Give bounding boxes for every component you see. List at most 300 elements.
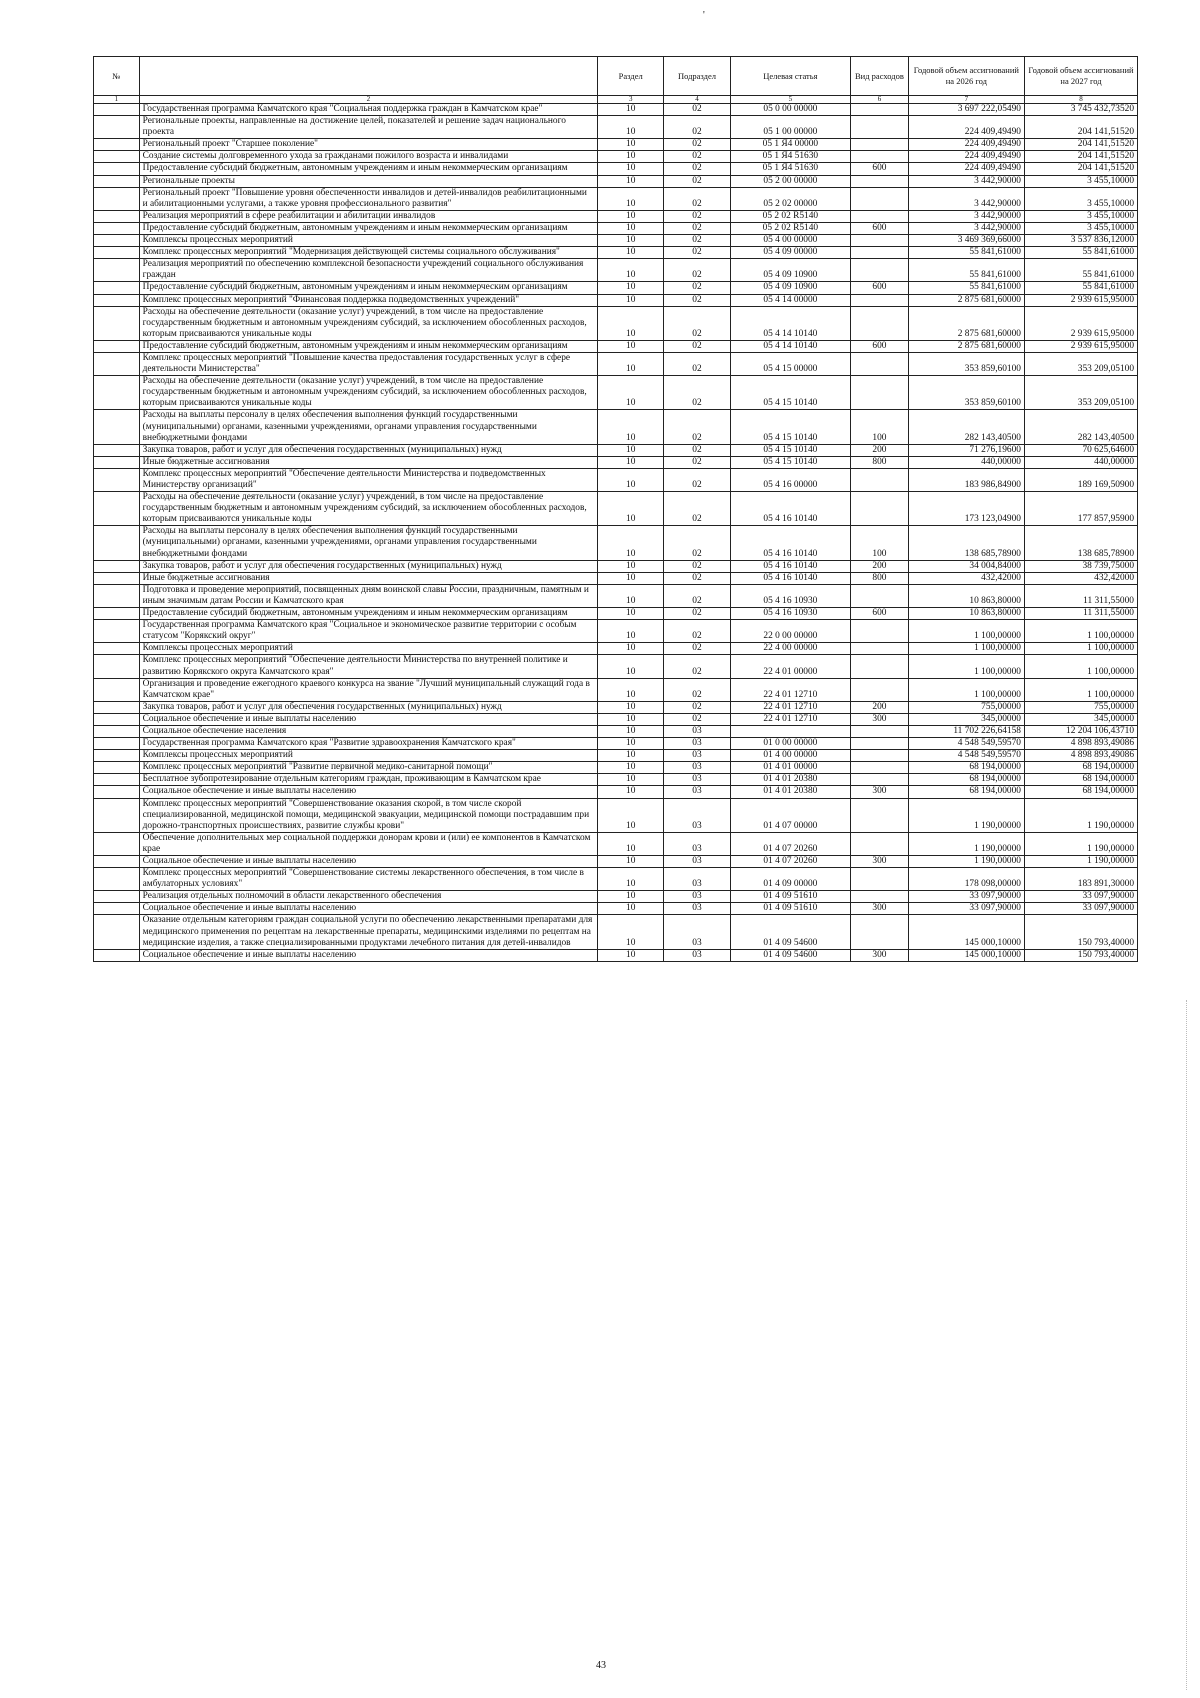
cell-2027: 138 685,78900 bbox=[1024, 526, 1137, 560]
cell-name: Предоставление субсидий бюджетным, автономным учреждениям и иным некоммерческим организациям bbox=[139, 163, 597, 175]
cell-podrazdel: 02 bbox=[664, 608, 730, 620]
cell-no bbox=[94, 526, 140, 560]
cell-expense-type bbox=[851, 175, 909, 187]
cell-expense-type bbox=[851, 798, 909, 832]
cell-2026: 3 442,90000 bbox=[908, 222, 1024, 234]
table-row bbox=[94, 526, 1138, 560]
cell-no bbox=[94, 259, 140, 282]
cell-no bbox=[94, 376, 140, 410]
scan-mark: ' bbox=[703, 10, 705, 21]
cell-expense-type bbox=[851, 306, 909, 340]
cell-name: Расходы на выплаты персоналу в целях обеспечения выполнения функций государственными (муниципальными) органами, казенными учреждениями, органами управления государственными внебюджетными фондами bbox=[139, 410, 597, 444]
cell-razdel: 10 bbox=[598, 572, 664, 584]
cell-razdel: 10 bbox=[598, 832, 664, 855]
cell-podrazdel: 03 bbox=[664, 738, 730, 750]
cell-name: Комплексы процессных мероприятий bbox=[139, 750, 597, 762]
cell-no bbox=[94, 655, 140, 678]
cell-expense-type: 100 bbox=[851, 410, 909, 444]
cell-podrazdel: 03 bbox=[664, 891, 730, 903]
cell-target-article: 05 1 00 00000 bbox=[730, 116, 851, 139]
table-row bbox=[94, 713, 1138, 725]
cell-podrazdel: 03 bbox=[664, 798, 730, 832]
cell-no bbox=[94, 572, 140, 584]
cell-2026: 183 986,84900 bbox=[908, 468, 1024, 491]
table-row bbox=[94, 725, 1138, 737]
budget-table bbox=[93, 56, 1138, 962]
cell-razdel: 10 bbox=[598, 903, 664, 915]
table-row bbox=[94, 903, 1138, 915]
cell-no bbox=[94, 210, 140, 222]
cell-target-article: 05 4 14 10140 bbox=[730, 306, 851, 340]
cell-razdel: 10 bbox=[598, 856, 664, 868]
table-row bbox=[94, 163, 1138, 175]
cell-2027: 11 311,55000 bbox=[1024, 608, 1137, 620]
cell-name: Государственная программа Камчатского края "Развитие здравоохранения Камчатского края" bbox=[139, 738, 597, 750]
cell-expense-type: 600 bbox=[851, 608, 909, 620]
cell-name: Расходы на обеспечение деятельности (оказание услуг) учреждений, в том числе на предоставление государственным бюджетным и автономным учреждениям субсидий, за исключением обособленных расходов, которым присваиваются уникальные коды bbox=[139, 306, 597, 340]
cell-name: Реализация отдельных полномочий в области лекарственного обеспечения bbox=[139, 891, 597, 903]
cell-no bbox=[94, 456, 140, 468]
cell-name: Закупка товаров, работ и услуг для обеспечения государственных (муниципальных) нужд bbox=[139, 560, 597, 572]
cell-name: Региональный проект "Повышение уровня обеспеченности инвалидов и детей-инвалидов реабилитационными и абилитационными услугами, а также уровня профессионального развития" bbox=[139, 187, 597, 210]
table-row bbox=[94, 620, 1138, 643]
cell-2027: 1 100,00000 bbox=[1024, 643, 1137, 655]
cell-target-article: 22 4 01 12710 bbox=[730, 713, 851, 725]
cell-expense-type bbox=[851, 762, 909, 774]
table-row bbox=[94, 608, 1138, 620]
cell-expense-type bbox=[851, 891, 909, 903]
cell-no bbox=[94, 798, 140, 832]
cell-expense-type bbox=[851, 468, 909, 491]
table-row bbox=[94, 949, 1138, 961]
cell-razdel: 10 bbox=[598, 116, 664, 139]
cell-name: Бесплатное зубопротезирование отдельным категориям граждан, проживающим в Камчатском крае bbox=[139, 774, 597, 786]
cell-podrazdel: 02 bbox=[664, 526, 730, 560]
cell-no bbox=[94, 786, 140, 798]
cell-podrazdel: 02 bbox=[664, 492, 730, 526]
cell-2027: 3 745 432,73520 bbox=[1024, 104, 1137, 116]
cell-2027: 2 939 615,95000 bbox=[1024, 294, 1137, 306]
cell-podrazdel: 02 bbox=[664, 352, 730, 375]
table-row bbox=[94, 738, 1138, 750]
cell-podrazdel: 02 bbox=[664, 340, 730, 352]
table-row bbox=[94, 915, 1138, 949]
cell-target-article: 01 4 07 20260 bbox=[730, 832, 851, 855]
cell-expense-type bbox=[851, 725, 909, 737]
cell-expense-type bbox=[851, 774, 909, 786]
cell-podrazdel: 02 bbox=[664, 175, 730, 187]
cell-podrazdel: 03 bbox=[664, 786, 730, 798]
cell-target-article: 01 4 00 00000 bbox=[730, 750, 851, 762]
cell-podrazdel: 03 bbox=[664, 856, 730, 868]
cell-razdel: 10 bbox=[598, 376, 664, 410]
cell-razdel: 10 bbox=[598, 175, 664, 187]
cell-2027: 183 891,30000 bbox=[1024, 868, 1137, 891]
cell-name: Обеспечение дополнительных мер социальной поддержки донорам крови и (или) ее компонентов в Камчатском крае bbox=[139, 832, 597, 855]
cell-target-article: 05 2 02 00000 bbox=[730, 187, 851, 210]
cell-expense-type: 300 bbox=[851, 713, 909, 725]
cell-name: Иные бюджетные ассигнования bbox=[139, 572, 597, 584]
cell-razdel: 10 bbox=[598, 340, 664, 352]
cell-razdel: 10 bbox=[598, 620, 664, 643]
cell-target-article: 05 4 15 10140 bbox=[730, 456, 851, 468]
cell-razdel: 10 bbox=[598, 725, 664, 737]
cell-podrazdel: 02 bbox=[664, 163, 730, 175]
cell-no bbox=[94, 584, 140, 607]
cell-expense-type bbox=[851, 643, 909, 655]
table-row bbox=[94, 560, 1138, 572]
cell-name: Предоставление субсидий бюджетным, автономным учреждениям и иным некоммерческим организациям bbox=[139, 222, 597, 234]
cell-razdel: 10 bbox=[598, 608, 664, 620]
cell-razdel: 10 bbox=[598, 891, 664, 903]
cell-expense-type bbox=[851, 352, 909, 375]
cell-2026: 3 469 369,66000 bbox=[908, 235, 1024, 247]
cell-2027: 1 190,00000 bbox=[1024, 856, 1137, 868]
cell-no bbox=[94, 294, 140, 306]
cell-name: Расходы на выплаты персоналу в целях обеспечения выполнения функций государственными (муниципальными) органами, казенными учреждениями, органами управления государственными внебюджетными фондами bbox=[139, 526, 597, 560]
cell-2026: 353 859,60100 bbox=[908, 376, 1024, 410]
cell-2027: 1 100,00000 bbox=[1024, 678, 1137, 701]
table-row bbox=[94, 572, 1138, 584]
table-row bbox=[94, 798, 1138, 832]
cell-target-article: 01 4 09 51610 bbox=[730, 903, 851, 915]
cell-target-article: 05 1 Я4 51630 bbox=[730, 151, 851, 163]
cell-name: Оказание отдельным категориям граждан социальной услуги по обеспечению лекарственными препаратами для медицинского применения по рецептам на лекарственные препараты, медицинскими изделиями по рецептам на медицинские изделия, а также специализированными продуктами лечебного питания для детей-инвалидов bbox=[139, 915, 597, 949]
cell-podrazdel: 02 bbox=[664, 643, 730, 655]
cell-podrazdel: 03 bbox=[664, 725, 730, 737]
cell-no bbox=[94, 247, 140, 259]
cell-2027: 38 739,75000 bbox=[1024, 560, 1137, 572]
table-row bbox=[94, 786, 1138, 798]
cell-2026: 224 409,49490 bbox=[908, 139, 1024, 151]
cell-expense-type: 200 bbox=[851, 560, 909, 572]
cell-2026: 1 190,00000 bbox=[908, 832, 1024, 855]
col-number: 7 bbox=[908, 96, 1024, 104]
cell-target-article: 01 4 01 20380 bbox=[730, 786, 851, 798]
cell-name: Предоставление субсидий бюджетным, автономным учреждениям и иным некоммерческим организациям bbox=[139, 340, 597, 352]
cell-razdel: 10 bbox=[598, 410, 664, 444]
cell-expense-type bbox=[851, 678, 909, 701]
cell-expense-type: 300 bbox=[851, 856, 909, 868]
cell-2027: 345,00000 bbox=[1024, 713, 1137, 725]
cell-2026: 1 100,00000 bbox=[908, 643, 1024, 655]
cell-expense-type: 200 bbox=[851, 701, 909, 713]
cell-target-article: 05 2 00 00000 bbox=[730, 175, 851, 187]
cell-target-article: 01 4 07 00000 bbox=[730, 798, 851, 832]
cell-no bbox=[94, 774, 140, 786]
cell-target-article: 22 4 01 12710 bbox=[730, 701, 851, 713]
cell-2027: 353 209,05100 bbox=[1024, 352, 1137, 375]
cell-razdel: 10 bbox=[598, 560, 664, 572]
cell-no bbox=[94, 163, 140, 175]
col-no: № bbox=[94, 57, 140, 96]
cell-podrazdel: 03 bbox=[664, 903, 730, 915]
cell-target-article: 05 4 00 00000 bbox=[730, 235, 851, 247]
cell-2026: 68 194,00000 bbox=[908, 762, 1024, 774]
table-row bbox=[94, 151, 1138, 163]
cell-expense-type bbox=[851, 210, 909, 222]
cell-expense-type bbox=[851, 187, 909, 210]
cell-2026: 71 276,19600 bbox=[908, 444, 1024, 456]
cell-no bbox=[94, 856, 140, 868]
cell-podrazdel: 03 bbox=[664, 832, 730, 855]
cell-no bbox=[94, 410, 140, 444]
cell-2027: 12 204 106,43710 bbox=[1024, 725, 1137, 737]
cell-podrazdel: 02 bbox=[664, 572, 730, 584]
cell-2026: 34 004,84000 bbox=[908, 560, 1024, 572]
cell-podrazdel: 02 bbox=[664, 584, 730, 607]
cell-razdel: 10 bbox=[598, 701, 664, 713]
cell-expense-type: 600 bbox=[851, 163, 909, 175]
cell-expense-type bbox=[851, 750, 909, 762]
cell-name: Подготовка и проведение мероприятий, посвященных дням воинской славы России, праздничным, памятным и иным значимым датам России и Камчатского края bbox=[139, 584, 597, 607]
cell-2027: 150 793,40000 bbox=[1024, 915, 1137, 949]
cell-2026: 173 123,04900 bbox=[908, 492, 1024, 526]
cell-target-article: 05 4 16 10140 bbox=[730, 572, 851, 584]
cell-razdel: 10 bbox=[598, 444, 664, 456]
table-row bbox=[94, 762, 1138, 774]
cell-name: Социальное обеспечение и иные выплаты населению bbox=[139, 786, 597, 798]
cell-2027: 33 097,90000 bbox=[1024, 903, 1137, 915]
cell-expense-type bbox=[851, 294, 909, 306]
table-row bbox=[94, 444, 1138, 456]
cell-target-article: 05 4 15 10140 bbox=[730, 444, 851, 456]
cell-2026: 4 548 549,59570 bbox=[908, 738, 1024, 750]
col-number: 4 bbox=[664, 96, 730, 104]
cell-target-article: 05 4 15 00000 bbox=[730, 352, 851, 375]
col-number: 1 bbox=[94, 96, 140, 104]
cell-name: Предоставление субсидий бюджетным, автономным учреждениям и иным некоммерческим организациям bbox=[139, 282, 597, 294]
table-row bbox=[94, 247, 1138, 259]
cell-2027: 755,00000 bbox=[1024, 701, 1137, 713]
cell-name: Региональные проекты, направленные на достижение целей, показателей и решение задач национального проекта bbox=[139, 116, 597, 139]
cell-target-article: 05 4 09 00000 bbox=[730, 247, 851, 259]
cell-2026: 10 863,80000 bbox=[908, 584, 1024, 607]
cell-name: Региональные проекты bbox=[139, 175, 597, 187]
cell-name: Комплекс процессных мероприятий "Модернизация действующей системы социального обслуживания" bbox=[139, 247, 597, 259]
cell-podrazdel: 02 bbox=[664, 259, 730, 282]
cell-podrazdel: 03 bbox=[664, 915, 730, 949]
cell-no bbox=[94, 750, 140, 762]
cell-razdel: 10 bbox=[598, 738, 664, 750]
cell-2027: 432,42000 bbox=[1024, 572, 1137, 584]
cell-2026: 55 841,61000 bbox=[908, 282, 1024, 294]
table-row bbox=[94, 116, 1138, 139]
cell-podrazdel: 02 bbox=[664, 235, 730, 247]
cell-2026: 68 194,00000 bbox=[908, 786, 1024, 798]
cell-2026: 3 442,90000 bbox=[908, 210, 1024, 222]
col-number: 3 bbox=[598, 96, 664, 104]
cell-razdel: 10 bbox=[598, 222, 664, 234]
cell-2026: 2 875 681,60000 bbox=[908, 340, 1024, 352]
cell-2026: 138 685,78900 bbox=[908, 526, 1024, 560]
cell-podrazdel: 03 bbox=[664, 868, 730, 891]
cell-razdel: 10 bbox=[598, 259, 664, 282]
cell-razdel: 10 bbox=[598, 643, 664, 655]
cell-podrazdel: 02 bbox=[664, 222, 730, 234]
table-row bbox=[94, 701, 1138, 713]
cell-razdel: 10 bbox=[598, 915, 664, 949]
table-row bbox=[94, 410, 1138, 444]
table-row bbox=[94, 856, 1138, 868]
cell-name: Комплексы процессных мероприятий bbox=[139, 235, 597, 247]
cell-target-article: 01 4 01 00000 bbox=[730, 762, 851, 774]
cell-razdel: 10 bbox=[598, 104, 664, 116]
cell-name: Комплекс процессных мероприятий "Обеспечение деятельности Министерства и подведомственных Министерству организаций" bbox=[139, 468, 597, 491]
cell-razdel: 10 bbox=[598, 247, 664, 259]
cell-expense-type bbox=[851, 832, 909, 855]
cell-expense-type bbox=[851, 104, 909, 116]
cell-razdel: 10 bbox=[598, 750, 664, 762]
cell-expense-type: 600 bbox=[851, 340, 909, 352]
cell-expense-type: 800 bbox=[851, 572, 909, 584]
cell-target-article: 01 0 00 00000 bbox=[730, 738, 851, 750]
cell-2026: 1 190,00000 bbox=[908, 798, 1024, 832]
cell-2026: 345,00000 bbox=[908, 713, 1024, 725]
cell-2027: 3 455,10000 bbox=[1024, 210, 1137, 222]
cell-2026: 3 442,90000 bbox=[908, 175, 1024, 187]
cell-target-article: 05 0 00 00000 bbox=[730, 104, 851, 116]
cell-2026: 4 548 549,59570 bbox=[908, 750, 1024, 762]
cell-2027: 68 194,00000 bbox=[1024, 762, 1137, 774]
table-row bbox=[94, 468, 1138, 491]
cell-razdel: 10 bbox=[598, 713, 664, 725]
table-row bbox=[94, 222, 1138, 234]
cell-razdel: 10 bbox=[598, 294, 664, 306]
col-number: 8 bbox=[1024, 96, 1137, 104]
cell-name: Иные бюджетные ассигнования bbox=[139, 456, 597, 468]
cell-target-article: 05 4 16 10930 bbox=[730, 584, 851, 607]
table-row bbox=[94, 340, 1138, 352]
cell-2026: 11 702 226,64158 bbox=[908, 725, 1024, 737]
cell-no bbox=[94, 468, 140, 491]
cell-2026: 3 442,90000 bbox=[908, 187, 1024, 210]
cell-target-article: 05 4 14 10140 bbox=[730, 340, 851, 352]
cell-2027: 204 141,51520 bbox=[1024, 151, 1137, 163]
cell-2027: 55 841,61000 bbox=[1024, 247, 1137, 259]
cell-no bbox=[94, 222, 140, 234]
cell-2027: 55 841,61000 bbox=[1024, 259, 1137, 282]
table-row bbox=[94, 175, 1138, 187]
cell-2026: 33 097,90000 bbox=[908, 891, 1024, 903]
cell-2027: 1 100,00000 bbox=[1024, 655, 1137, 678]
cell-no bbox=[94, 891, 140, 903]
cell-target-article: 05 1 Я4 00000 bbox=[730, 139, 851, 151]
cell-2027: 33 097,90000 bbox=[1024, 891, 1137, 903]
cell-2026: 178 098,00000 bbox=[908, 868, 1024, 891]
cell-podrazdel: 02 bbox=[664, 247, 730, 259]
cell-name: Государственная программа Камчатского края "Социальная поддержка граждан в Камчатском крае" bbox=[139, 104, 597, 116]
cell-no bbox=[94, 713, 140, 725]
cell-no bbox=[94, 643, 140, 655]
cell-2027: 3 537 836,12000 bbox=[1024, 235, 1137, 247]
cell-expense-type bbox=[851, 655, 909, 678]
cell-expense-type bbox=[851, 620, 909, 643]
cell-2027: 55 841,61000 bbox=[1024, 282, 1137, 294]
cell-podrazdel: 02 bbox=[664, 151, 730, 163]
cell-razdel: 10 bbox=[598, 526, 664, 560]
cell-no bbox=[94, 903, 140, 915]
table-row bbox=[94, 584, 1138, 607]
cell-name: Комплекс процессных мероприятий "Обеспечение деятельности Министерства по внутренней политике и развитию Корякского округа Камчатского края" bbox=[139, 655, 597, 678]
cell-2026: 1 100,00000 bbox=[908, 678, 1024, 701]
cell-2027: 1 190,00000 bbox=[1024, 798, 1137, 832]
cell-target-article: 05 2 02 R5140 bbox=[730, 222, 851, 234]
cell-podrazdel: 02 bbox=[664, 713, 730, 725]
cell-2026: 55 841,61000 bbox=[908, 247, 1024, 259]
cell-name: Комплекс процессных мероприятий "Повышение качества предоставления государственных услуг в сфере деятельности Министерства" bbox=[139, 352, 597, 375]
cell-expense-type bbox=[851, 738, 909, 750]
table-row bbox=[94, 282, 1138, 294]
cell-name: Расходы на обеспечение деятельности (оказание услуг) учреждений, в том числе на предоставление государственным бюджетным и автономным учреждениям субсидий, за исключением обособленных расходов, которым присваиваются уникальные коды bbox=[139, 492, 597, 526]
cell-2027: 282 143,40500 bbox=[1024, 410, 1137, 444]
cell-2026: 282 143,40500 bbox=[908, 410, 1024, 444]
cell-target-article: 22 4 01 12710 bbox=[730, 678, 851, 701]
cell-2026: 1 100,00000 bbox=[908, 655, 1024, 678]
col-razdel: Раздел bbox=[598, 57, 664, 96]
cell-target-article: 05 4 16 10140 bbox=[730, 526, 851, 560]
cell-target-article: 01 4 09 54600 bbox=[730, 949, 851, 961]
cell-2027: 440,00000 bbox=[1024, 456, 1137, 468]
cell-2027: 4 898 893,49086 bbox=[1024, 750, 1137, 762]
cell-no bbox=[94, 352, 140, 375]
cell-podrazdel: 02 bbox=[664, 139, 730, 151]
cell-razdel: 10 bbox=[598, 235, 664, 247]
cell-target-article: 05 4 16 00000 bbox=[730, 468, 851, 491]
col-number: 2 bbox=[139, 96, 597, 104]
cell-expense-type bbox=[851, 151, 909, 163]
cell-expense-type: 100 bbox=[851, 526, 909, 560]
cell-no bbox=[94, 139, 140, 151]
cell-target-article bbox=[730, 725, 851, 737]
cell-2027: 68 194,00000 bbox=[1024, 774, 1137, 786]
cell-name: Социальное обеспечение и иные выплаты населению bbox=[139, 903, 597, 915]
cell-razdel: 10 bbox=[598, 151, 664, 163]
cell-2027: 189 169,50900 bbox=[1024, 468, 1137, 491]
cell-2027: 68 194,00000 bbox=[1024, 786, 1137, 798]
cell-target-article: 05 1 Я4 51630 bbox=[730, 163, 851, 175]
cell-2027: 353 209,05100 bbox=[1024, 376, 1137, 410]
page-number: 43 bbox=[596, 1660, 606, 1671]
cell-razdel: 10 bbox=[598, 655, 664, 678]
cell-name: Социальное обеспечение и иные выплаты населению bbox=[139, 856, 597, 868]
cell-target-article: 05 4 15 10140 bbox=[730, 376, 851, 410]
cell-2026: 432,42000 bbox=[908, 572, 1024, 584]
col-target-article: Целевая статья bbox=[730, 57, 851, 96]
table-row bbox=[94, 492, 1138, 526]
cell-2026: 55 841,61000 bbox=[908, 259, 1024, 282]
cell-target-article: 05 4 09 10900 bbox=[730, 259, 851, 282]
cell-razdel: 10 bbox=[598, 786, 664, 798]
col-number: 6 bbox=[851, 96, 909, 104]
cell-razdel: 10 bbox=[598, 678, 664, 701]
cell-no bbox=[94, 620, 140, 643]
table-row bbox=[94, 376, 1138, 410]
cell-podrazdel: 02 bbox=[664, 187, 730, 210]
cell-razdel: 10 bbox=[598, 798, 664, 832]
cell-2027: 3 455,10000 bbox=[1024, 222, 1137, 234]
table-row bbox=[94, 139, 1138, 151]
cell-target-article: 01 4 07 20260 bbox=[730, 856, 851, 868]
table-row bbox=[94, 774, 1138, 786]
table-row bbox=[94, 259, 1138, 282]
cell-target-article: 01 4 09 00000 bbox=[730, 868, 851, 891]
col-number: 5 bbox=[730, 96, 851, 104]
cell-razdel: 10 bbox=[598, 210, 664, 222]
table-row bbox=[94, 294, 1138, 306]
cell-name: Комплекс процессных мероприятий "Развитие первичной медико-санитарной помощи" bbox=[139, 762, 597, 774]
cell-2026: 145 000,10000 bbox=[908, 949, 1024, 961]
